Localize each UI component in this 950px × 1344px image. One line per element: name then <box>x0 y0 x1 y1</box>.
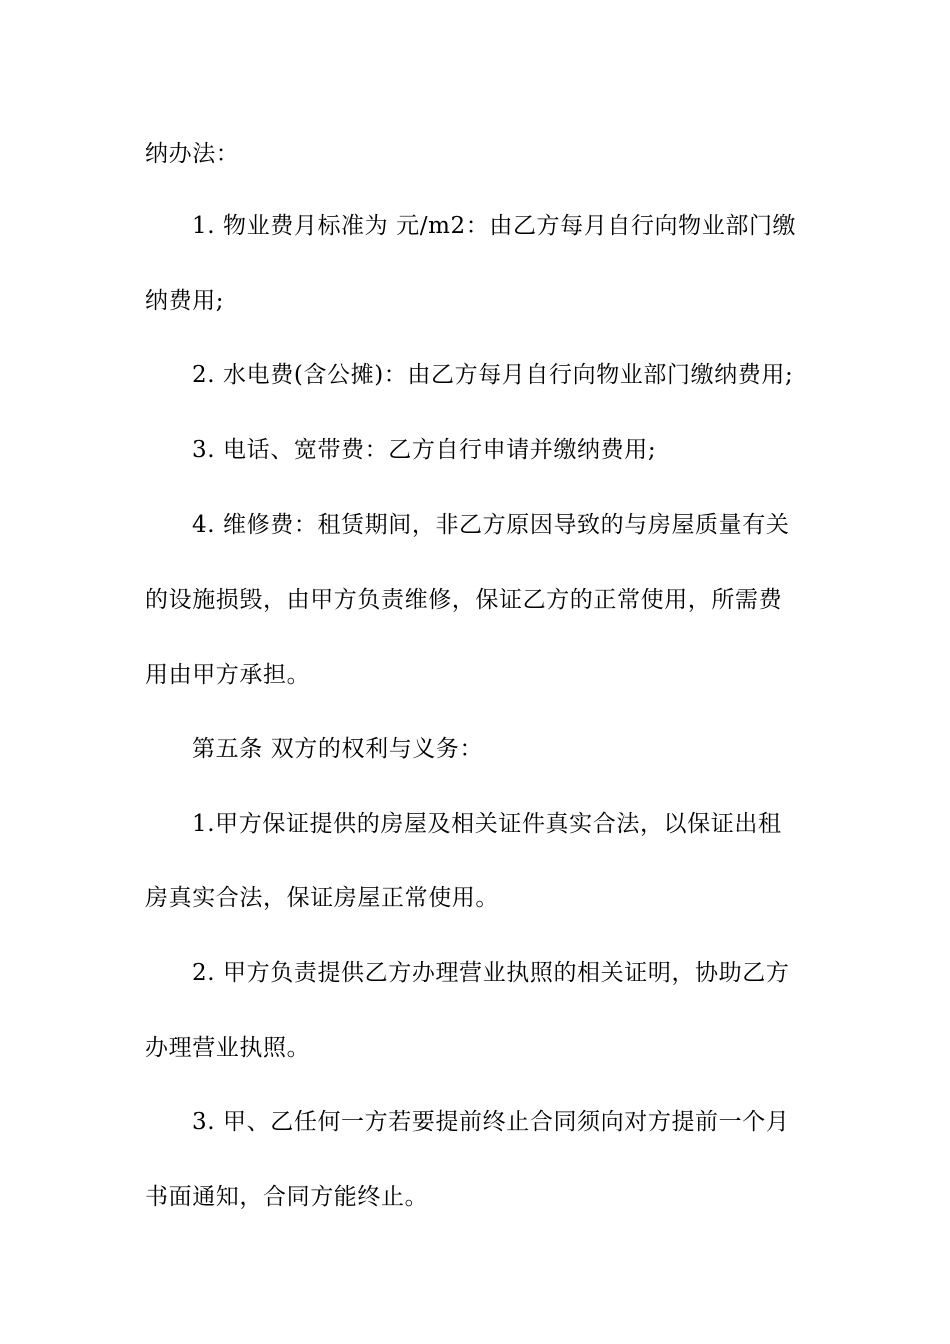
section-heading: 第五条 双方的权利与义务： <box>192 736 484 762</box>
text-line: 书面通知，合同方能终止。 <box>145 1184 429 1210</box>
text-line: 办理营业执照。 <box>145 1035 311 1061</box>
text-line: 4. 维修费：租赁期间，非乙方原因导致的与房屋质量有关 <box>192 512 790 538</box>
text-line: 的设施损毁，由甲方负责维修，保证乙方的正常使用，所需费 <box>145 587 783 613</box>
text-line: 1. 物业费月标准为 元/m2：由乙方每月自行向物业部门缴 <box>192 213 797 239</box>
text-line: 纳费用; <box>145 288 225 314</box>
text-line: 1.甲方保证提供的房屋及相关证件真实合法，以保证出租 <box>192 811 782 837</box>
text-line: 纳办法： <box>145 141 240 167</box>
text-line: 2. 水电费(含公摊)：由乙方每月自行向物业部门缴纳费用; <box>192 362 794 388</box>
text-line: 用由甲方承担。 <box>145 662 311 688</box>
text-line: 3. 电话、宽带费：乙方自行申请并缴纳费用; <box>192 437 657 463</box>
text-line: 2. 甲方负责提供乙方办理营业执照的相关证明，协助乙方 <box>192 960 790 986</box>
text-line: 房真实合法，保证房屋正常使用。 <box>145 885 499 911</box>
text-line: 3. 甲、乙任何一方若要提前终止合同须向对方提前一个月 <box>192 1109 790 1135</box>
